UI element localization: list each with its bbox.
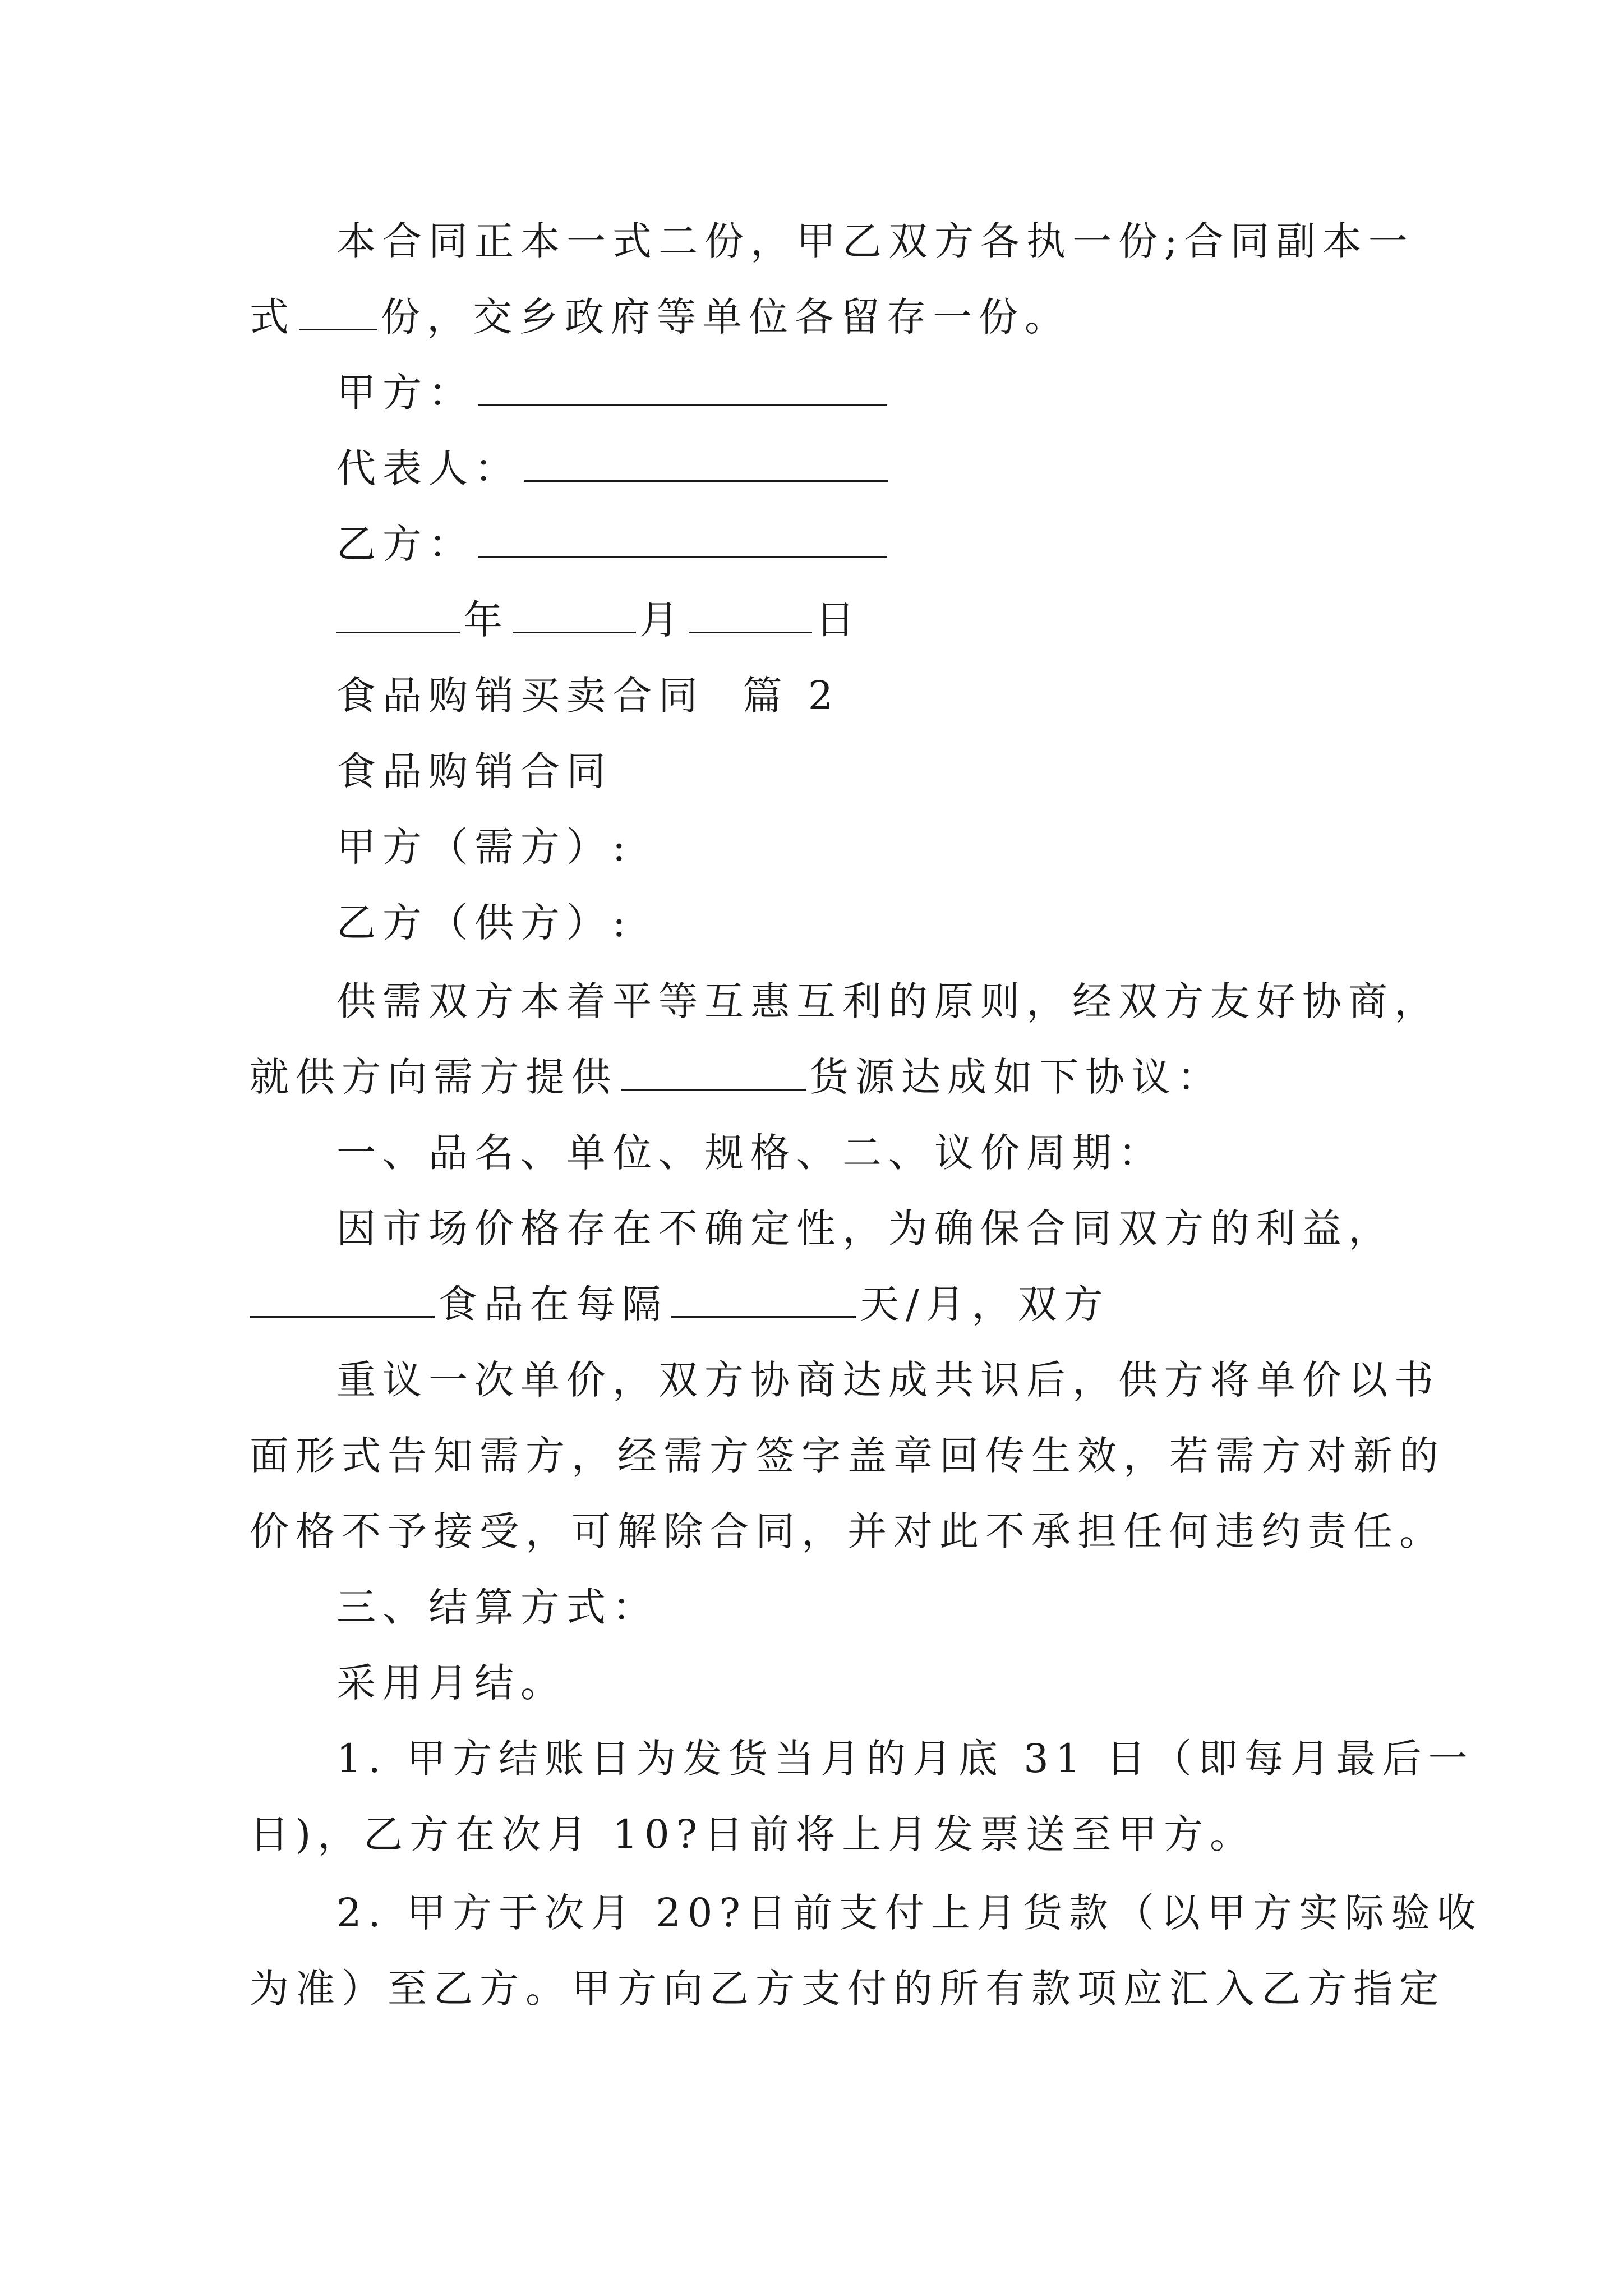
representative-blank (524, 473, 888, 482)
food-item-blank (250, 1309, 435, 1318)
intro-line-1: 供需双方本着平等互惠互利的原则，经双方友好协商， (336, 978, 1440, 1024)
item-1-line-2: 日)，乙方在次月 10?日前将上月发票送至甲方。 (250, 1811, 1256, 1857)
pricing-line-2-suffix: 天/月，双方 (860, 1281, 1110, 1327)
item-2-line-2: 为准）至乙方。甲方向乙方支付的所有款项应汇入乙方指定 (250, 1966, 1445, 2012)
clause-three: 三、结算方式： (336, 1584, 658, 1630)
interval-blank (671, 1309, 856, 1318)
intro-line-2 (250, 1049, 1223, 1105)
copies-line-2-suffix: 份，交乡政府等单位各留存一份。 (381, 294, 1071, 340)
intro-line-2-prefix: 就供方向需方提供 (250, 1054, 617, 1100)
clause-one: 一、品名、单位、规格、二、议价周期： (336, 1130, 1164, 1176)
section-heading: 食品购销买卖合同 篇 2 (336, 673, 840, 719)
party-b-supplier: 乙方（供方）: (336, 900, 633, 946)
party-b-label: 乙方： (336, 521, 474, 567)
copies-count-blank (299, 322, 377, 330)
signature-representative (336, 440, 892, 496)
goods-source-blank (621, 1082, 806, 1091)
party-a-blank (478, 398, 887, 406)
item-1-line-1: 1. 甲方结账日为发货当月的月底 31 日（即每月最后一 (336, 1736, 1474, 1782)
pricing-line-4: 面形式告知需方，经需方签字盖章回传生效，若需方对新的 (250, 1433, 1445, 1479)
pricing-line-5: 价格不予接受，可解除合同，并对此不承担任何违约责任。 (250, 1508, 1445, 1554)
copies-line-2-prefix: 式 (250, 294, 296, 340)
month-blank (513, 625, 636, 633)
party-b-blank (478, 549, 887, 558)
copies-line-1: 本合同正本一式二份，甲乙双方各执一份;合同副本一 (336, 218, 1414, 264)
date-year-label: 年 (463, 597, 509, 643)
item-2-line-1: 2. 甲方于次月 20?日前支付上月货款（以甲方实际验收 (336, 1890, 1483, 1936)
day-blank (689, 625, 812, 633)
signature-party-b (336, 516, 891, 572)
contract-title: 食品购销合同 (336, 748, 612, 794)
intro-line-2-suffix: 货源达成如下协议： (809, 1054, 1223, 1100)
date-month-label: 月 (639, 597, 685, 643)
year-blank (336, 625, 460, 633)
pricing-line-3: 重议一次单价，双方协商达成共识后，供方将单价以书 (336, 1357, 1440, 1403)
date-day-label: 日 (815, 597, 861, 643)
party-a-label: 甲方： (336, 370, 474, 416)
settlement-method: 采用月结。 (336, 1660, 566, 1706)
signature-date (336, 592, 861, 648)
signature-party-a (336, 365, 891, 421)
pricing-line-1: 因市场价格存在不确定性，为确保合同双方的利益， (336, 1205, 1394, 1251)
pricing-line-2-middle: 食品在每隔 (438, 1281, 668, 1327)
pricing-line-2 (250, 1276, 1110, 1332)
party-a-buyer: 甲方（需方）: (336, 824, 633, 870)
copies-line-2 (250, 289, 1071, 345)
representative-label: 代表人： (336, 445, 520, 491)
